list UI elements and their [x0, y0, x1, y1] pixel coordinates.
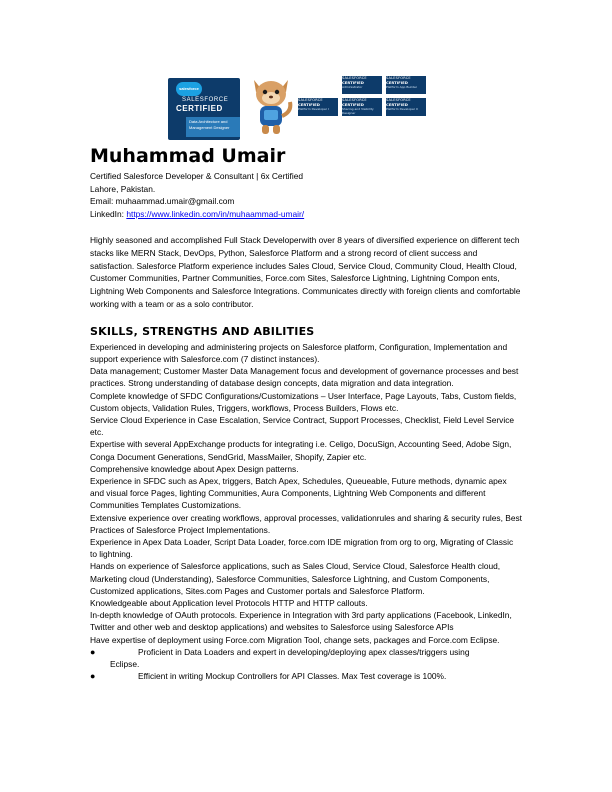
candidate-name: Muhammad Umair [90, 145, 286, 167]
skill-item: Service Cloud Experience in Case Escalation, Service Contract, Support Processes, Checklist, Field Level Service etc. [90, 415, 515, 438]
skill-bullets [90, 646, 522, 683]
badge-role: Sharing and Visibility Designer [342, 107, 374, 115]
skill-item: Complete knowledge of SFDC Configurations/Customizations – User Interface, Page Layouts, Tabs, Custom fields, Custom objects, Validation Rules, Triggers, workflows, Process Builders, Flows etc. [90, 390, 517, 413]
bullet-icon: ● [90, 646, 96, 657]
contact-block [90, 170, 522, 220]
badge-role: Data Architecture and Management Designer [186, 117, 240, 137]
badge-role: Platform Developer I [298, 107, 329, 111]
skill-item: Comprehensive knowledge about Apex Design patterns. [90, 463, 299, 474]
badge-platform-app-builder [386, 76, 426, 94]
skill-item: In-depth knowledge of OAuth protocols. Experience in Integration with 3rd party applications (Facebook, LinkedIn, Twitter and other web and desktop applications) and websites to Salesforce using Salesforce APIs [90, 610, 512, 633]
badge-sharing-visibility [342, 98, 382, 116]
skill-item: Extensive experience over creating workflows, approval processes, validationrules and sharing & security rules, Best Practices of Salesforce Project Implementations. [90, 512, 522, 535]
badge-brand: SALESFORCE [298, 98, 323, 102]
skill-item: Experienced in developing and administering projects on Salesforce platform, Configuration, Implementation and support experience with Salesforce.com (7 distinct instances). [90, 341, 508, 364]
professional-summary: Highly seasoned and accomplished Full Stack Developerwith over 8 years of diversified experience on different tech stacks like MERN Stack, DevOps, Python, Salesforce Platform and a strong record of client success and satisfaction. Salesforce Platform experience includes Sales Cloud, Service Cloud, Community Cloud, Health Cloud, Customer Communities, Partner Communities, Force.com Sites, Salesforce Lightning, Lightning Compon ents, Lightning Web Components and Salesforce Integrations. Communicates directly with foreign clients and comfortable working with a team or as a solo contributor. [90, 235, 521, 309]
resume-content [90, 144, 522, 682]
badge-brand: SALESFORCE [342, 76, 367, 80]
skill-item: Experience in SFDC such as Apex, triggers, Batch Apex, Schedules, Queueable, Future methods, dynamic apex and visual force Pages, lighting Communities, Aura Components, Lightning Web Components and different Communities Templates Customizations. [90, 476, 507, 511]
skill-item: Experience in Apex Data Loader, Script Data Loader, force.com IDE migration from org to org, Migrating of Classic to lightning. [90, 537, 514, 560]
bullet-text [110, 646, 522, 670]
badge-certified: CERTIFIED [298, 102, 320, 107]
badge-certified: CERTIFIED [176, 104, 223, 113]
certification-badges [168, 72, 468, 144]
badge-platform-developer-1 [298, 98, 338, 116]
badge-brand: SALESFORCE [386, 76, 411, 80]
bullet-icon: ● [90, 671, 96, 682]
badge-administrator [342, 76, 382, 94]
badge-role: Administrator [342, 85, 363, 89]
badge-certified: CERTIFIED [386, 102, 408, 107]
skills-list [90, 341, 522, 683]
linkedin-line [90, 208, 522, 221]
badge-platform-developer-2 [386, 98, 426, 116]
badge-certified: CERTIFIED [386, 80, 408, 85]
skills-heading: SKILLS, STRENGTHS AND ABILITIES [90, 324, 315, 338]
skill-item: Expertise with several AppExchange products for integrating i.e. Celigo, DocuSign, Accounting Seed, Adobe Sign, Conga Document Generations, SendGrid, MassMailer, Shopify, Zapier etc. [90, 439, 512, 462]
skill-item: Have expertise of deployment using Force.com Migration Tool, change sets, packages and Force.com Eclipse. [90, 634, 500, 645]
badge-brand: SALESFORCE [342, 98, 367, 102]
badge-certified: CERTIFIED [342, 102, 364, 107]
tagline: Certified Salesforce Developer & Consultant | 6x Certified [90, 171, 304, 181]
location: Lahore, Pakistan. [90, 183, 156, 194]
salesforce-cloud-logo: salesforce [176, 82, 202, 96]
astro-mascot-icon [248, 72, 294, 136]
bullet-line: Proficient in Data Loaders and expert in developing/deploying apex classes/triggers using [138, 646, 470, 657]
badge-role: Platform App Builder [386, 85, 418, 89]
data-architecture-badge [168, 78, 240, 140]
skill-item: Data management; Customer Master Data Management focus and development of governance processes and best practices. Strong understanding of database design concepts, data migration and data integration. [90, 366, 519, 389]
badge-brand: SALESFORCE [182, 97, 229, 103]
bullet-item [90, 646, 522, 670]
badge-role: Platform Developer II [386, 107, 418, 111]
badge-certified: CERTIFIED [342, 80, 364, 85]
bullet-line: Efficient in writing Mockup Controllers for API Classes. Max Test coverage is 100%. [138, 671, 447, 682]
bullet-line-continued: Eclipse. [110, 659, 140, 670]
skill-item: Hands on experience of Salesforce applications, such as Sales Cloud, Service Cloud, Salesforce Health cloud, Marketing cloud (Understanding), Salesforce Communities, Salesforce Lightning, and Custom Components, Customized applications, Sites.com Pages and Customer portals and Salesforce Platform. [90, 561, 501, 596]
skill-item: Knowledgeable about Application level Protocols HTTP and HTTP callouts. [90, 598, 368, 609]
email-line: Email: muhaammad.umair@gmail.com [90, 196, 235, 206]
linkedin-label: LinkedIn: [90, 208, 127, 219]
bullet-text [138, 670, 522, 682]
bullet-item [90, 670, 522, 682]
badge-brand: SALESFORCE [386, 98, 411, 102]
linkedin-link[interactable]: https://www.linkedin.com/in/muhaammad-umair/ [126, 208, 305, 219]
